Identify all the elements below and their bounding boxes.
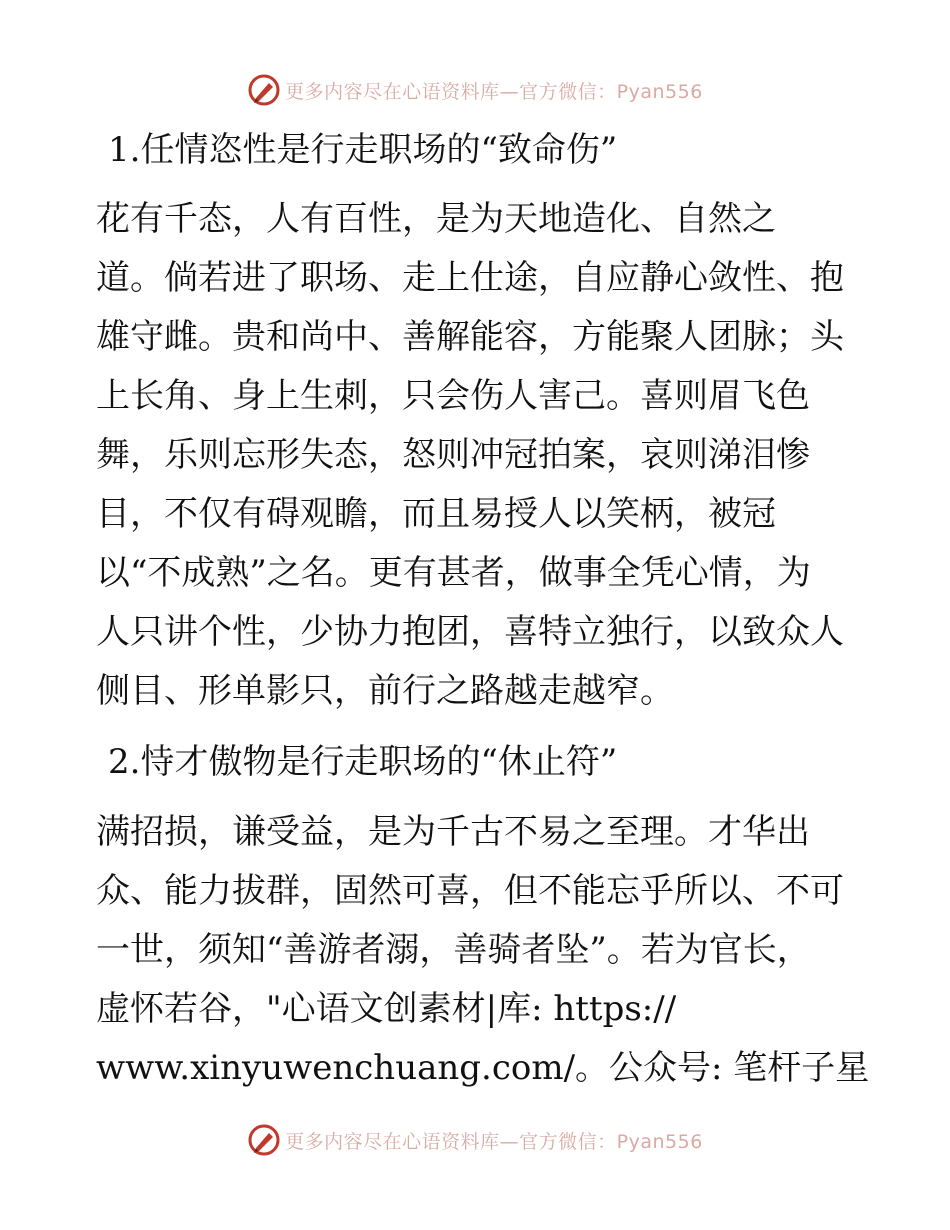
section1-heading: 1.任情恣性是行走职场的“致命伤” [108, 130, 618, 170]
paragraph-line: 雄守雌。贵和尚中、善解能容，方能聚人团脉；头 [96, 317, 844, 357]
pen-logo-icon [247, 73, 281, 107]
paragraph-line: 道。倘若进了职场、走上仕途，自应静心敛性、抱 [96, 258, 844, 298]
paragraph-line: 侧目、形单影只，前行之路越走越窄。 [96, 671, 674, 711]
paragraph-line: 满招损，谦受益，是为千古不易之至理。才华出 [96, 812, 810, 852]
watermark-text: 更多内容尽在心语资料库—官方微信：Pyan556 [285, 80, 703, 103]
paragraph-line: 目，不仅有碍观瞻，而且易授人以笑柄，被冠 [96, 494, 776, 534]
paragraph-line: 一世，须知“善游者溺，善骑者坠”。若为官长， [96, 930, 811, 970]
paragraph-line: 人只讲个性，少协力抱团，喜特立独行，以致众人 [96, 612, 844, 652]
watermark-text: 更多内容尽在心语资料库—官方微信：Pyan556 [285, 1130, 703, 1153]
section2-heading: 2.恃才傲物是行走职场的“休止符” [108, 742, 618, 782]
paragraph-line: 舞，乐则忘形失态，怒则冲冠拍案，哀则涕泪惨 [96, 435, 810, 475]
paragraph-line: 花有千态，人有百性，是为天地造化、自然之 [96, 199, 776, 239]
section2-paragraph [96, 803, 870, 1098]
watermark-footer [0, 1120, 950, 1160]
watermark-header [0, 70, 950, 110]
paragraph-line: 以“不成熟”之名。更有甚者，做事全凭心情，为 [96, 553, 811, 593]
paragraph-line: 虚怀若谷，"心语文创素材|库: https:// [96, 989, 677, 1029]
paragraph-line: www.xinyuwenchuang.com/。公众号: 笔杆子星 [96, 1048, 870, 1088]
paragraph-line: 上长角、身上生刺，只会伤人害己。喜则眉飞色 [96, 376, 810, 416]
pen-logo-icon [247, 1123, 281, 1157]
paragraph-line: 众、能力拔群，固然可喜，但不能忘乎所以、不可 [96, 871, 844, 911]
section1-paragraph [96, 190, 856, 721]
